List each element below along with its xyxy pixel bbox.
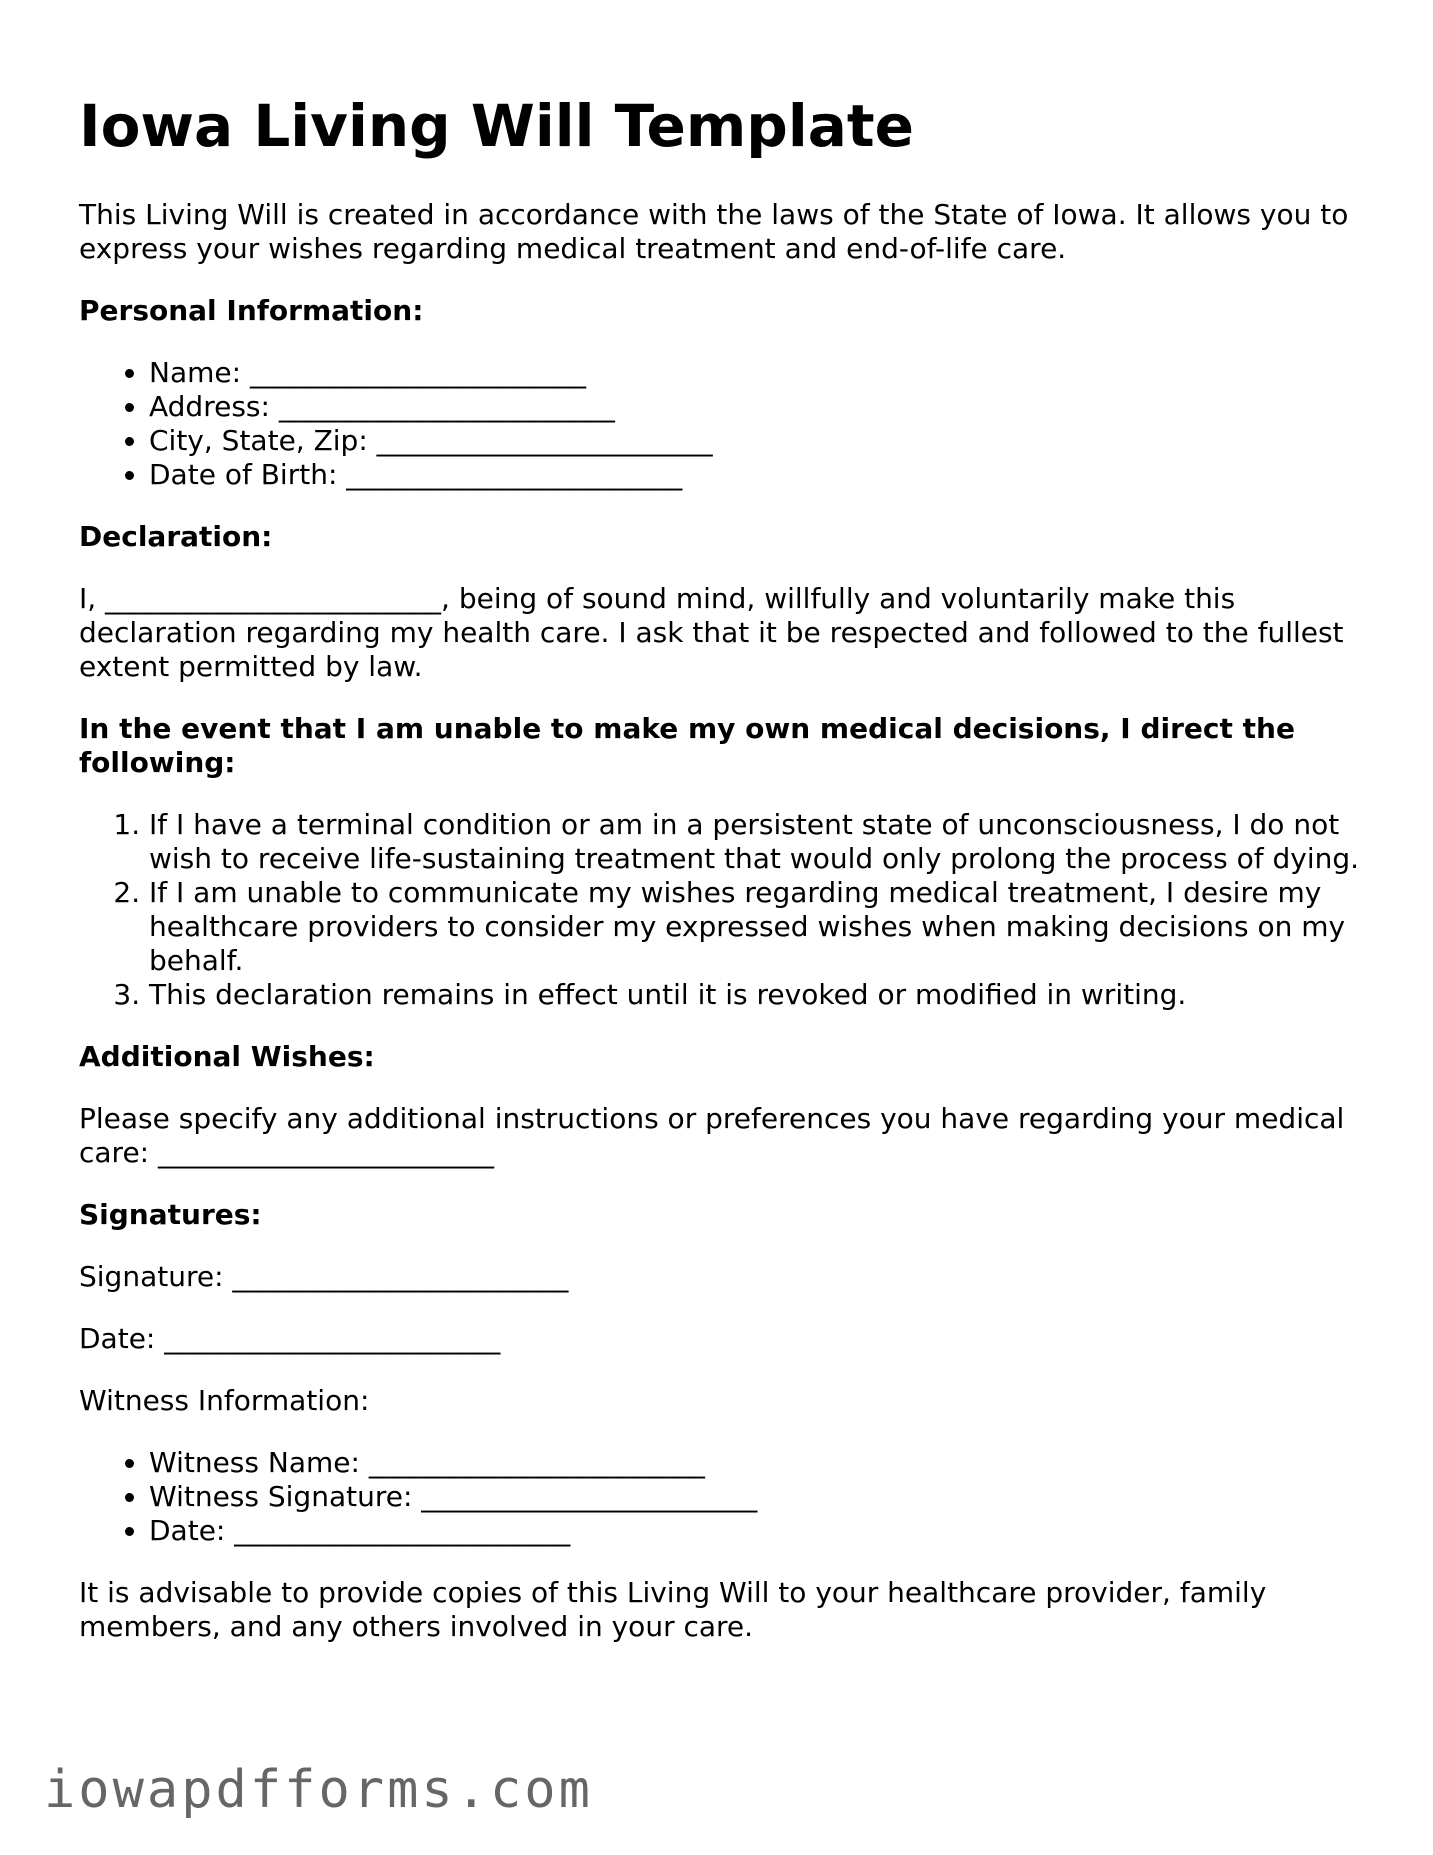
- directives-list: [79, 808, 1369, 1012]
- directive-item: 3. This declaration remains in effect until it is revoked or modified in writing.: [149, 978, 1369, 1012]
- witness-name-field: • Witness Name: ________________________: [149, 1446, 1369, 1480]
- name-field: • Name: ________________________: [149, 356, 1369, 390]
- declaration-text: I, ________________________, being of sound mind, willfully and voluntarily make this declaration regarding my health care. I ask that it be respected and followed to the fullest extent permitted by law.: [79, 581, 1344, 683]
- witness-date-field: • Date: ________________________: [149, 1514, 1369, 1548]
- site-watermark: iowapdfforms.com: [44, 1760, 593, 1820]
- intro-paragraph: This Living Will is created in accordance with the laws of the State of Iowa. It allows you to express your wishes regarding medical treatment and end-of-life care.: [79, 197, 1349, 265]
- personal-information-heading: Personal Information:: [79, 293, 424, 327]
- witness-information-list: [79, 1446, 1369, 1548]
- personal-information-list: [79, 356, 1369, 492]
- witness-information-label: Witness Information:: [79, 1383, 370, 1417]
- document-title: Iowa Living Will Template: [79, 92, 914, 160]
- directive-item: 2. If I am unable to communicate my wishes regarding medical treatment, I desire my healthcare providers to consider my expressed wishes when making decisions on my behalf.: [149, 876, 1369, 978]
- city-state-zip-field: • City, State, Zip: ________________________: [149, 424, 1369, 458]
- directive-item: 1. If I have a terminal condition or am in a persistent state of unconsciousness, I do not wish to receive life-sustaining treatment that would only prolong the process of dying.: [149, 808, 1369, 876]
- date-of-birth-field: • Date of Birth: ________________________: [149, 458, 1369, 492]
- declaration-heading: Declaration:: [79, 519, 273, 553]
- additional-wishes-heading: Additional Wishes:: [79, 1039, 375, 1073]
- directives-heading: In the event that I am unable to make my own medical decisions, I direct the following:: [79, 711, 1295, 779]
- additional-wishes-text: Please specify any additional instructions or preferences you have regarding your medical care: ________________________: [79, 1101, 1345, 1169]
- witness-signature-field: • Witness Signature: ________________________: [149, 1480, 1369, 1514]
- signature-field: Signature: ________________________: [79, 1259, 569, 1293]
- date-field: Date: ________________________: [79, 1321, 501, 1355]
- signatures-heading: Signatures:: [79, 1197, 262, 1231]
- closing-paragraph: It is advisable to provide copies of this Living Will to your healthcare provider, family members, and any others involved in your care.: [79, 1575, 1267, 1643]
- document-page: [79, 92, 1369, 1672]
- address-field: • Address: ________________________: [149, 390, 1369, 424]
